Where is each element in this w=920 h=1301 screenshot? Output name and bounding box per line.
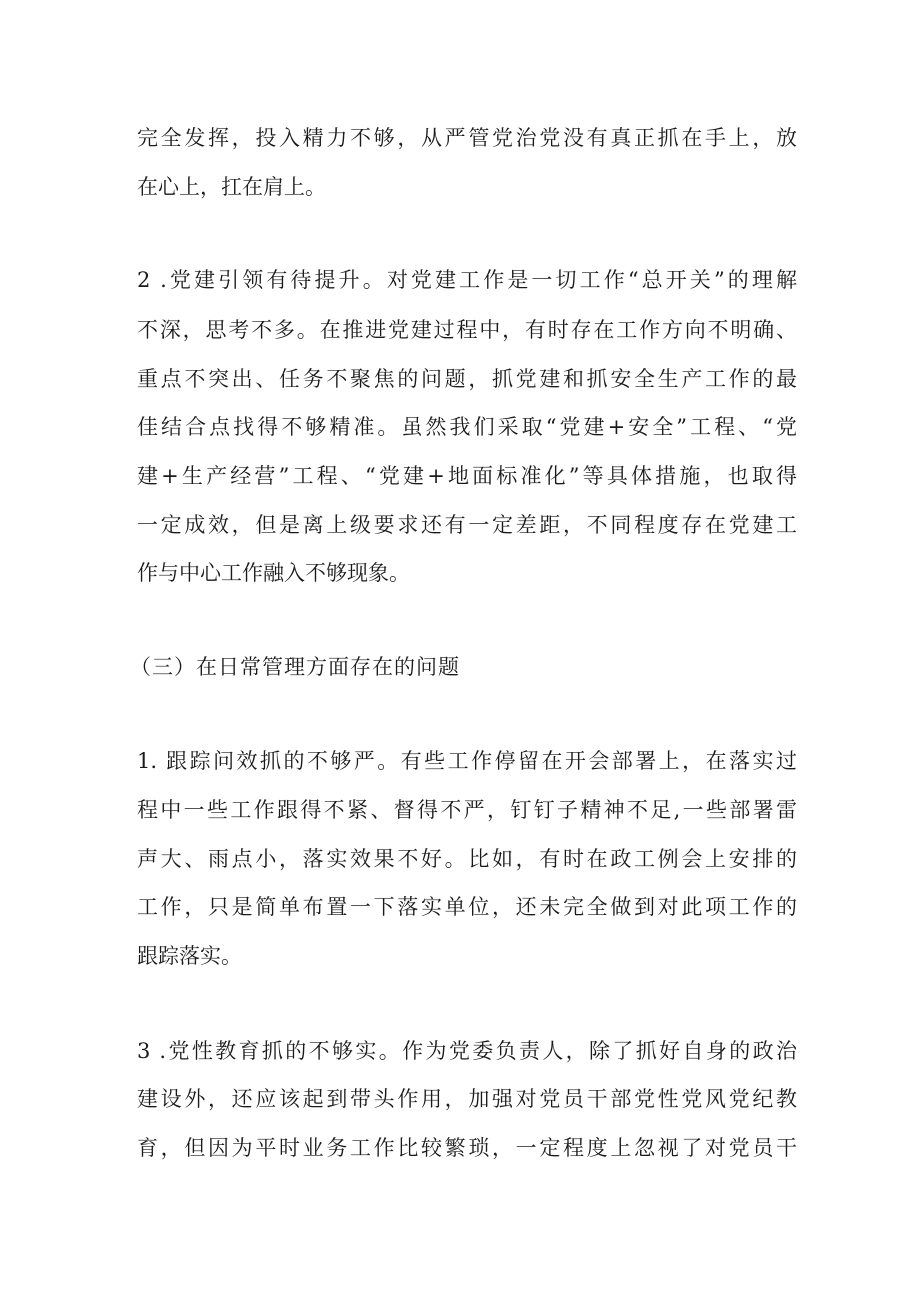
section-heading: （三）在日常管理方面存在的问题 [130, 655, 460, 679]
text-line: 声大、雨点小，落实效果不好。比如，有时在政工例会上安排的 [137, 847, 797, 871]
text-line: 一定成效，但是离上级要求还有一定差距，不同程度存在党建工 [137, 513, 797, 537]
text-line: 作与中心工作融入不够现象。 [137, 561, 410, 585]
text-line: 2 .党建引领有待提升。对党建工作是一切工作“总开关”的理解 [137, 268, 797, 292]
text-line: 建+生产经营”工程、“党建+地面标准化”等具体措施，也取得 [137, 464, 797, 488]
text-line: 程中一些工作跟得不紧、督得不严，钉钉子精神不足,一些部署雷 [137, 798, 797, 822]
text-line: 3 .党性教育抓的不够实。作为党委负责人，除了抓好自身的政治 [137, 1039, 797, 1063]
text-line: 完全发挥，投入精力不够，从严管党治党没有真正抓在手上，放 [137, 126, 797, 150]
text-line: 不深，思考不多。在推进党建过程中，有时存在工作方向不明确、 [137, 318, 797, 342]
text-line: 在心上，扛在肩上。 [137, 175, 326, 199]
text-line: 佳结合点找得不够精准。虽然我们采取“党建+安全”工程、“党 [137, 415, 797, 439]
text-line: 1. 跟踪问效抓的不够严。有些工作停留在开会部署上，在落实过 [137, 749, 797, 773]
text-line: 重点不突出、任务不聚焦的问题，抓党建和抓安全生产工作的最 [137, 367, 797, 391]
text-line: 工作，只是简单布置一下落实单位，还未完全做到对此项工作的 [137, 895, 797, 919]
text-line: 育，但因为平时业务工作比较繁琐，一定程度上忽视了对党员干 [137, 1136, 797, 1160]
text-line: 建设外，还应该起到带头作用，加强对党员干部党性党风党纪教 [137, 1087, 797, 1111]
text-line: 跟踪落实。 [137, 944, 242, 968]
